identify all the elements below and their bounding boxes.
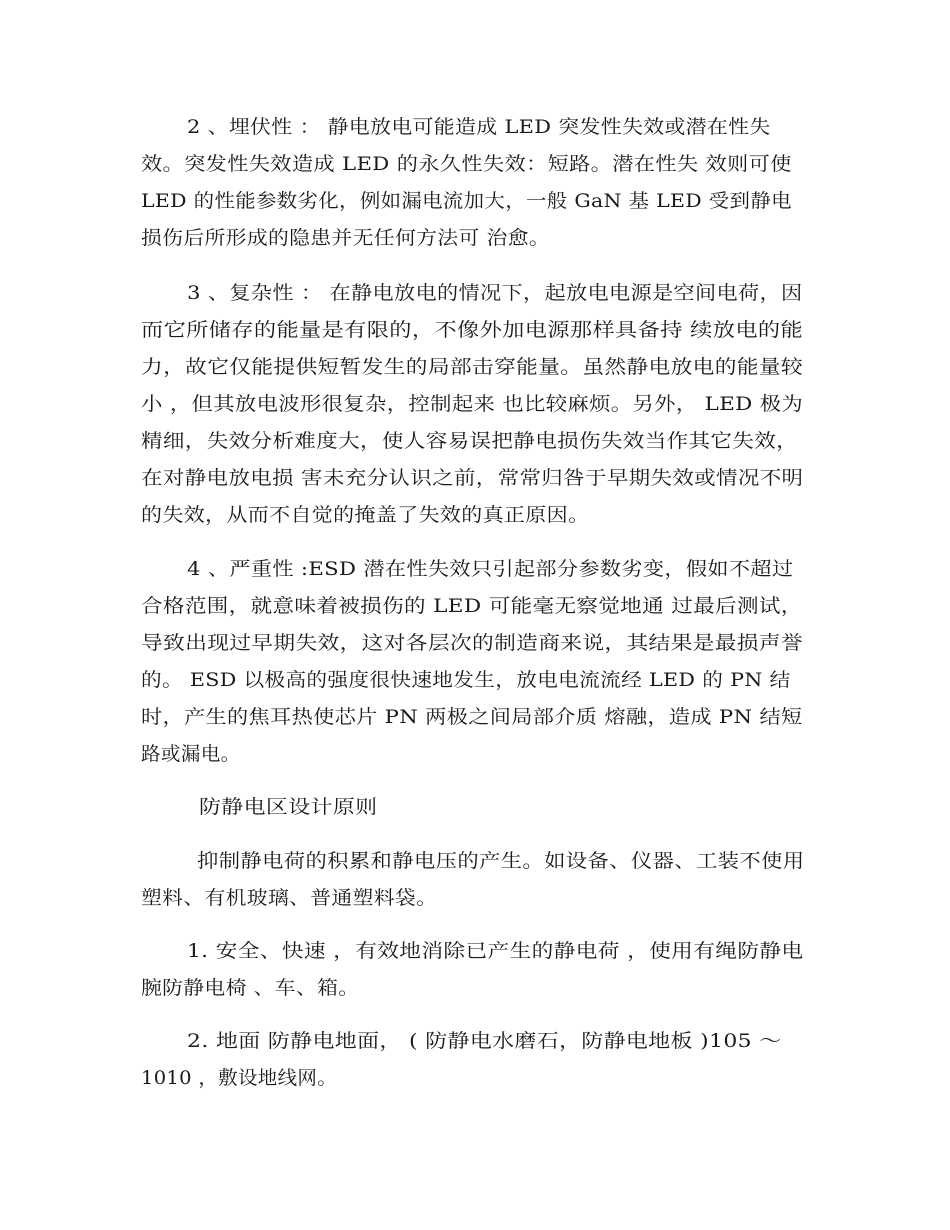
text-line: 合格范围，就意味着被损伤的 LED 可能毫无察觉地通 过最后测试， xyxy=(141,595,803,617)
text-line: 2. 地面 防静电地面， ( 防静电水磨石，防静电地板 )105 ～ xyxy=(187,1030,782,1052)
text-line: 效。突发性失效造成 LED 的永久性失效：短路。潜在性失 效则可使 xyxy=(141,153,792,175)
text-line: 的。 ESD 以极高的强度很快速地发生，放电电流流经 LED 的 PN 结 xyxy=(141,669,791,691)
text-line: 抑制静电荷的积累和静电压的产生。如设备、仪器、工装不使用 xyxy=(197,850,805,872)
text-line: 时，产生的焦耳热使芯片 PN 两极之间局部介质 熔融，造成 PN 结短 xyxy=(141,706,803,728)
text-line: 小 ，但其放电波形很复杂，控制起来 也比较麻烦。另外， LED 极为 xyxy=(141,393,804,415)
text-line: 腕防静电椅 、车、箱。 xyxy=(141,977,360,999)
text-line: LED 的性能参数劣化，例如漏电流加大，一般 GaN 基 LED 受到静电 xyxy=(141,190,792,212)
text-line: 的失效，从而不自觉的掩盖了失效的真正原因。 xyxy=(141,504,590,526)
text-line: 导致出现过早期失效，这对各层次的制造商来说，其结果是最损声誉 xyxy=(141,632,804,654)
text-line: 1010 ，敷设地线网。 xyxy=(141,1067,337,1089)
text-line: 1. 安全、快速 ，有效地消除已产生的静电荷 ，使用有绳防静电 xyxy=(187,940,804,962)
text-line: 精细，失效分析难度大，使人容易误把静电损伤失效当作其它失效， xyxy=(141,430,799,452)
text-line: 路或漏电。 xyxy=(141,743,241,765)
text-line: 2 、埋伏性 ： 静电放电可能造成 LED 突发性失效或潜在性失 xyxy=(187,116,771,138)
text-line: 在对静电放电损 害未充分认识之前，常常归咎于早期失效或情况不明 xyxy=(141,467,804,489)
text-line: 3 、复杂性 ： 在静电放电的情况下，起放电电源是空间电荷，因 xyxy=(187,282,803,304)
heading-text: 防静电区设计原则 xyxy=(199,796,378,818)
text-line: 损伤后所形成的隐患并无任何方法可 治愈。 xyxy=(141,227,551,249)
text-line: 4 、严重性 :ESD 潜在性失效只引起部分参数劣变，假如不超过 xyxy=(187,558,794,580)
text-line: 力，故它仅能提供短暂发生的局部击穿能量。虽然静电放电的能量较 xyxy=(141,356,804,378)
text-line: 而它所储存的能量是有限的，不像外加电源那样具备持 续放电的能 xyxy=(141,319,804,341)
text-line: 塑料、有机玻璃、普通塑料袋。 xyxy=(141,887,438,909)
